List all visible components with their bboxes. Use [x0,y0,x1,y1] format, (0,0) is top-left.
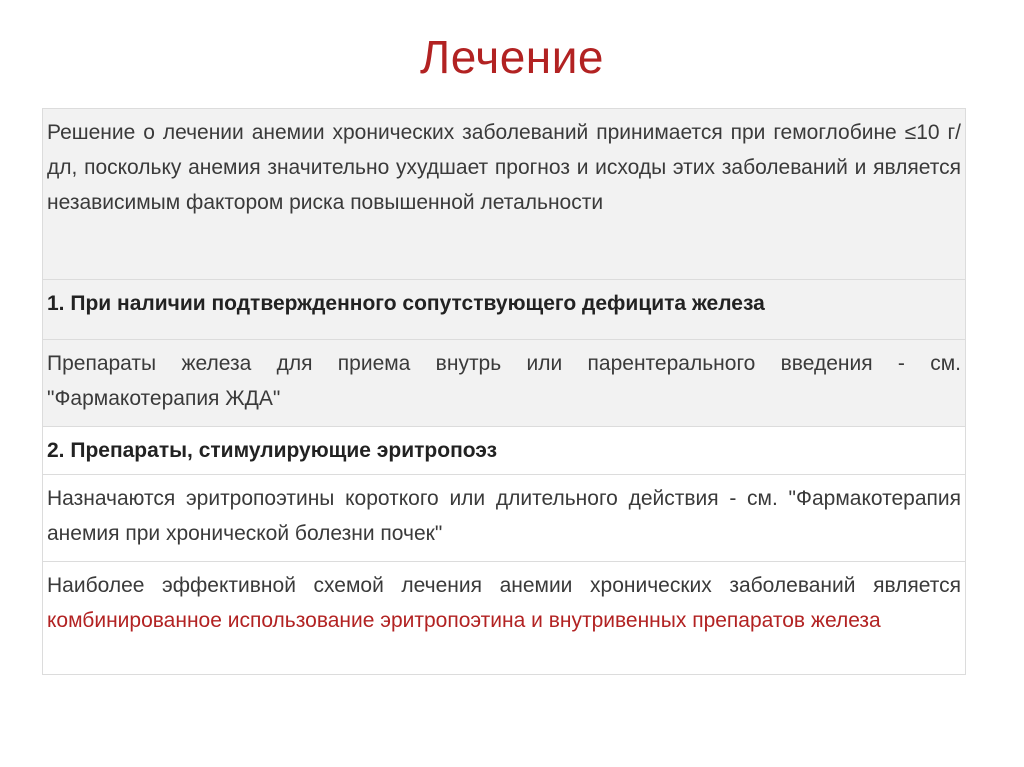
table-row-intro [43,109,966,280]
heading-erythropoiesis: 2. Препараты, стимулирующие эритропоэз [43,427,966,475]
conclusion-text: Наиболее эффективной схемой лечения анемии хронических заболеваний является [47,574,961,597]
content-table [42,108,966,675]
intro-text: Решение о лечении анемии хронических заболеваний принимается при гемоглобине ≤10 г/дл, поскольку анемия значительно ухудшает прогноз и исходы этих заболеваний и является независимым фактором риска повышенной летальности [43,109,966,280]
slide-title: Лечение [420,31,604,83]
table-row-heading-erythropoiesis [43,427,966,475]
table-row-erythropoietins [43,475,966,562]
iron-preparations-text: Препараты железа для приема внутрь или парентерального введения - см. "Фармакотерапия ЖДА" [43,340,966,427]
conclusion-cell [43,562,966,675]
table-row-conclusion [43,562,966,675]
heading-iron-deficiency: 1. При наличии подтвержденного сопутствующего дефицита железа [43,280,966,340]
erythropoietins-text: Назначаются эритропоэтины короткого или длительного действия - см. "Фармакотерапия анемия при хронической болезни почек" [43,475,966,562]
table-row-heading-iron-deficiency [43,280,966,340]
conclusion-highlight: комбинированное использование эритропоэтина и внутривенных препаратов железа [47,609,881,632]
table-row-iron-preparations [43,340,966,427]
